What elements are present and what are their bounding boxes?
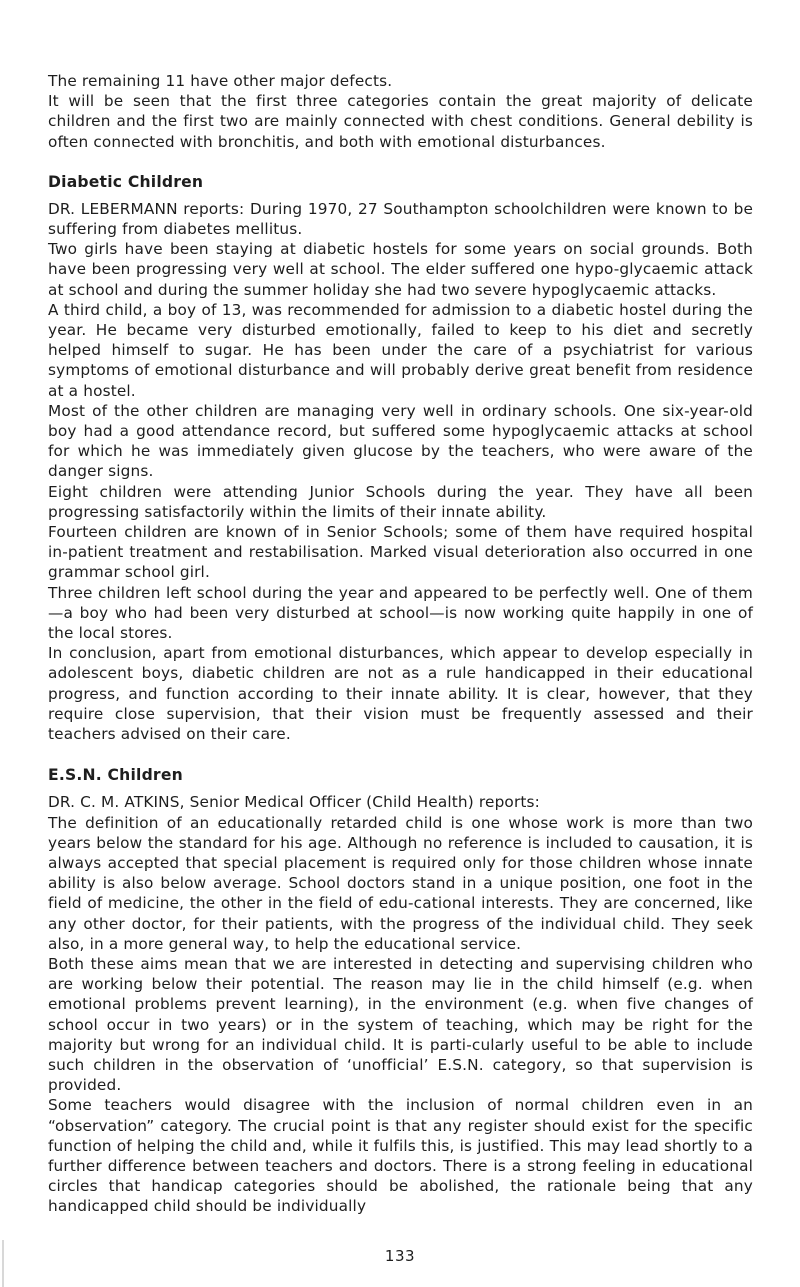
- diabetic-paragraph-5: Eight children were attending Junior Schools during the year. They have all been progressing satisfactorily within the limits of their innate ability.: [48, 482, 753, 521]
- esn-paragraph-4: Some teachers would disagree with the inclusion of normal children even in an “observation” category. The crucial point is that any register should exist for the specific function of helping the child and, while it fulfils this, is justified. This may lead shortly to a further difference between teachers and doctors. There is a strong feeling in educational circles that handicap categories should be abolished, the rationale being that any handicapped child should be individually: [48, 1096, 753, 1216]
- scan-edge-mark: [2, 1240, 4, 1287]
- esn-paragraph-1: DR. C. M. ATKINS, Senior Medical Officer (Child Health) reports:: [48, 793, 540, 812]
- intro-paragraph-1: The remaining 11 have other major defects.: [48, 72, 393, 90]
- intro-paragraph-2: It will be seen that the first three categories contain the great majority of delicate children and the first two are mainly connected with chest conditions. General debility is often connected with bronchitis, and both with emotional disturbances.: [48, 92, 753, 151]
- diabetic-paragraph-8: In conclusion, apart from emotional disturbances, which appear to develop especially in adolescent boys, diabetic children are not as a rule handicapped in their educational progress, and function according to their innate ability. It is clear, however, that they require close supervision, that their vision must be frequently assessed and their teachers advised on their care.: [48, 644, 753, 744]
- diabetic-paragraph-2: Two girls have been staying at diabetic hostels for some years on social grounds. Both have been progressing very well at school. The elder suffered one hypo-glycaemic attack at school and during the summer holiday she had two severe hypoglycaemic attacks.: [48, 240, 753, 299]
- esn-paragraph-3: Both these aims mean that we are interested in detecting and supervising children who are working below their potential. The reason may lie in the child himself (e.g. when emotional problems prevent learning), in the environment (e.g. when five changes of school occur in two years) or in the system of teaching, which may be right for the majority but wrong for an individual child. It is parti-cularly useful to be able to include such children in the observation of ‘unofficial’ E.S.N. category, so that supervision is provided.: [48, 954, 753, 1095]
- page-number: 133: [384, 1247, 416, 1265]
- esn-paragraph-2: The definition of an educationally retarded child is one whose work is more than two years below the standard for his age. Although no reference is included to causation, it is always accepted that special placement is required only for those children whose innate ability is also below average. School doctors stand in a unique position, one foot in the field of medicine, the other in the field of edu-cational interests. They are concerned, like any other doctor, for their patients, with the progress of the individual child. They seek also, in a more general way, to help the educational service.: [48, 813, 753, 953]
- section-heading-esn: E.S.N. Children: [48, 766, 183, 785]
- diabetic-paragraph-6: Fourteen children are known of in Senior Schools; some of them have required hospital in-patient treatment and restabilisation. Marked visual deterioration also occurred in one grammar school girl.: [48, 523, 753, 582]
- diabetic-paragraph-4: Most of the other children are managing very well in ordinary schools. One six-year-old boy had a good attendance record, but suffered some hypoglycaemic attacks at school for which he was immediately given glucose by the teachers, who were aware of the danger signs.: [48, 401, 753, 481]
- diabetic-paragraph-3: A third child, a boy of 13, was recommended for admission to a diabetic hostel during the year. He became very disturbed emotionally, failed to keep to his diet and secretly helped himself to sugar. He has been under the care of a psychiatrist for various symptoms of emotional disturbance and will probably derive great benefit from residence at a hostel.: [48, 300, 753, 400]
- diabetic-paragraph-1: DR. LEBERMANN reports: During 1970, 27 Southampton schoolchildren were known to be suffering from diabetes mellitus.: [48, 199, 753, 239]
- section-heading-diabetic: Diabetic Children: [48, 172, 204, 191]
- diabetic-paragraph-7: Three children left school during the year and appeared to be perfectly well. One of them—a boy who had been very disturbed at school—is now working quite happily in one of the local stores.: [48, 583, 753, 643]
